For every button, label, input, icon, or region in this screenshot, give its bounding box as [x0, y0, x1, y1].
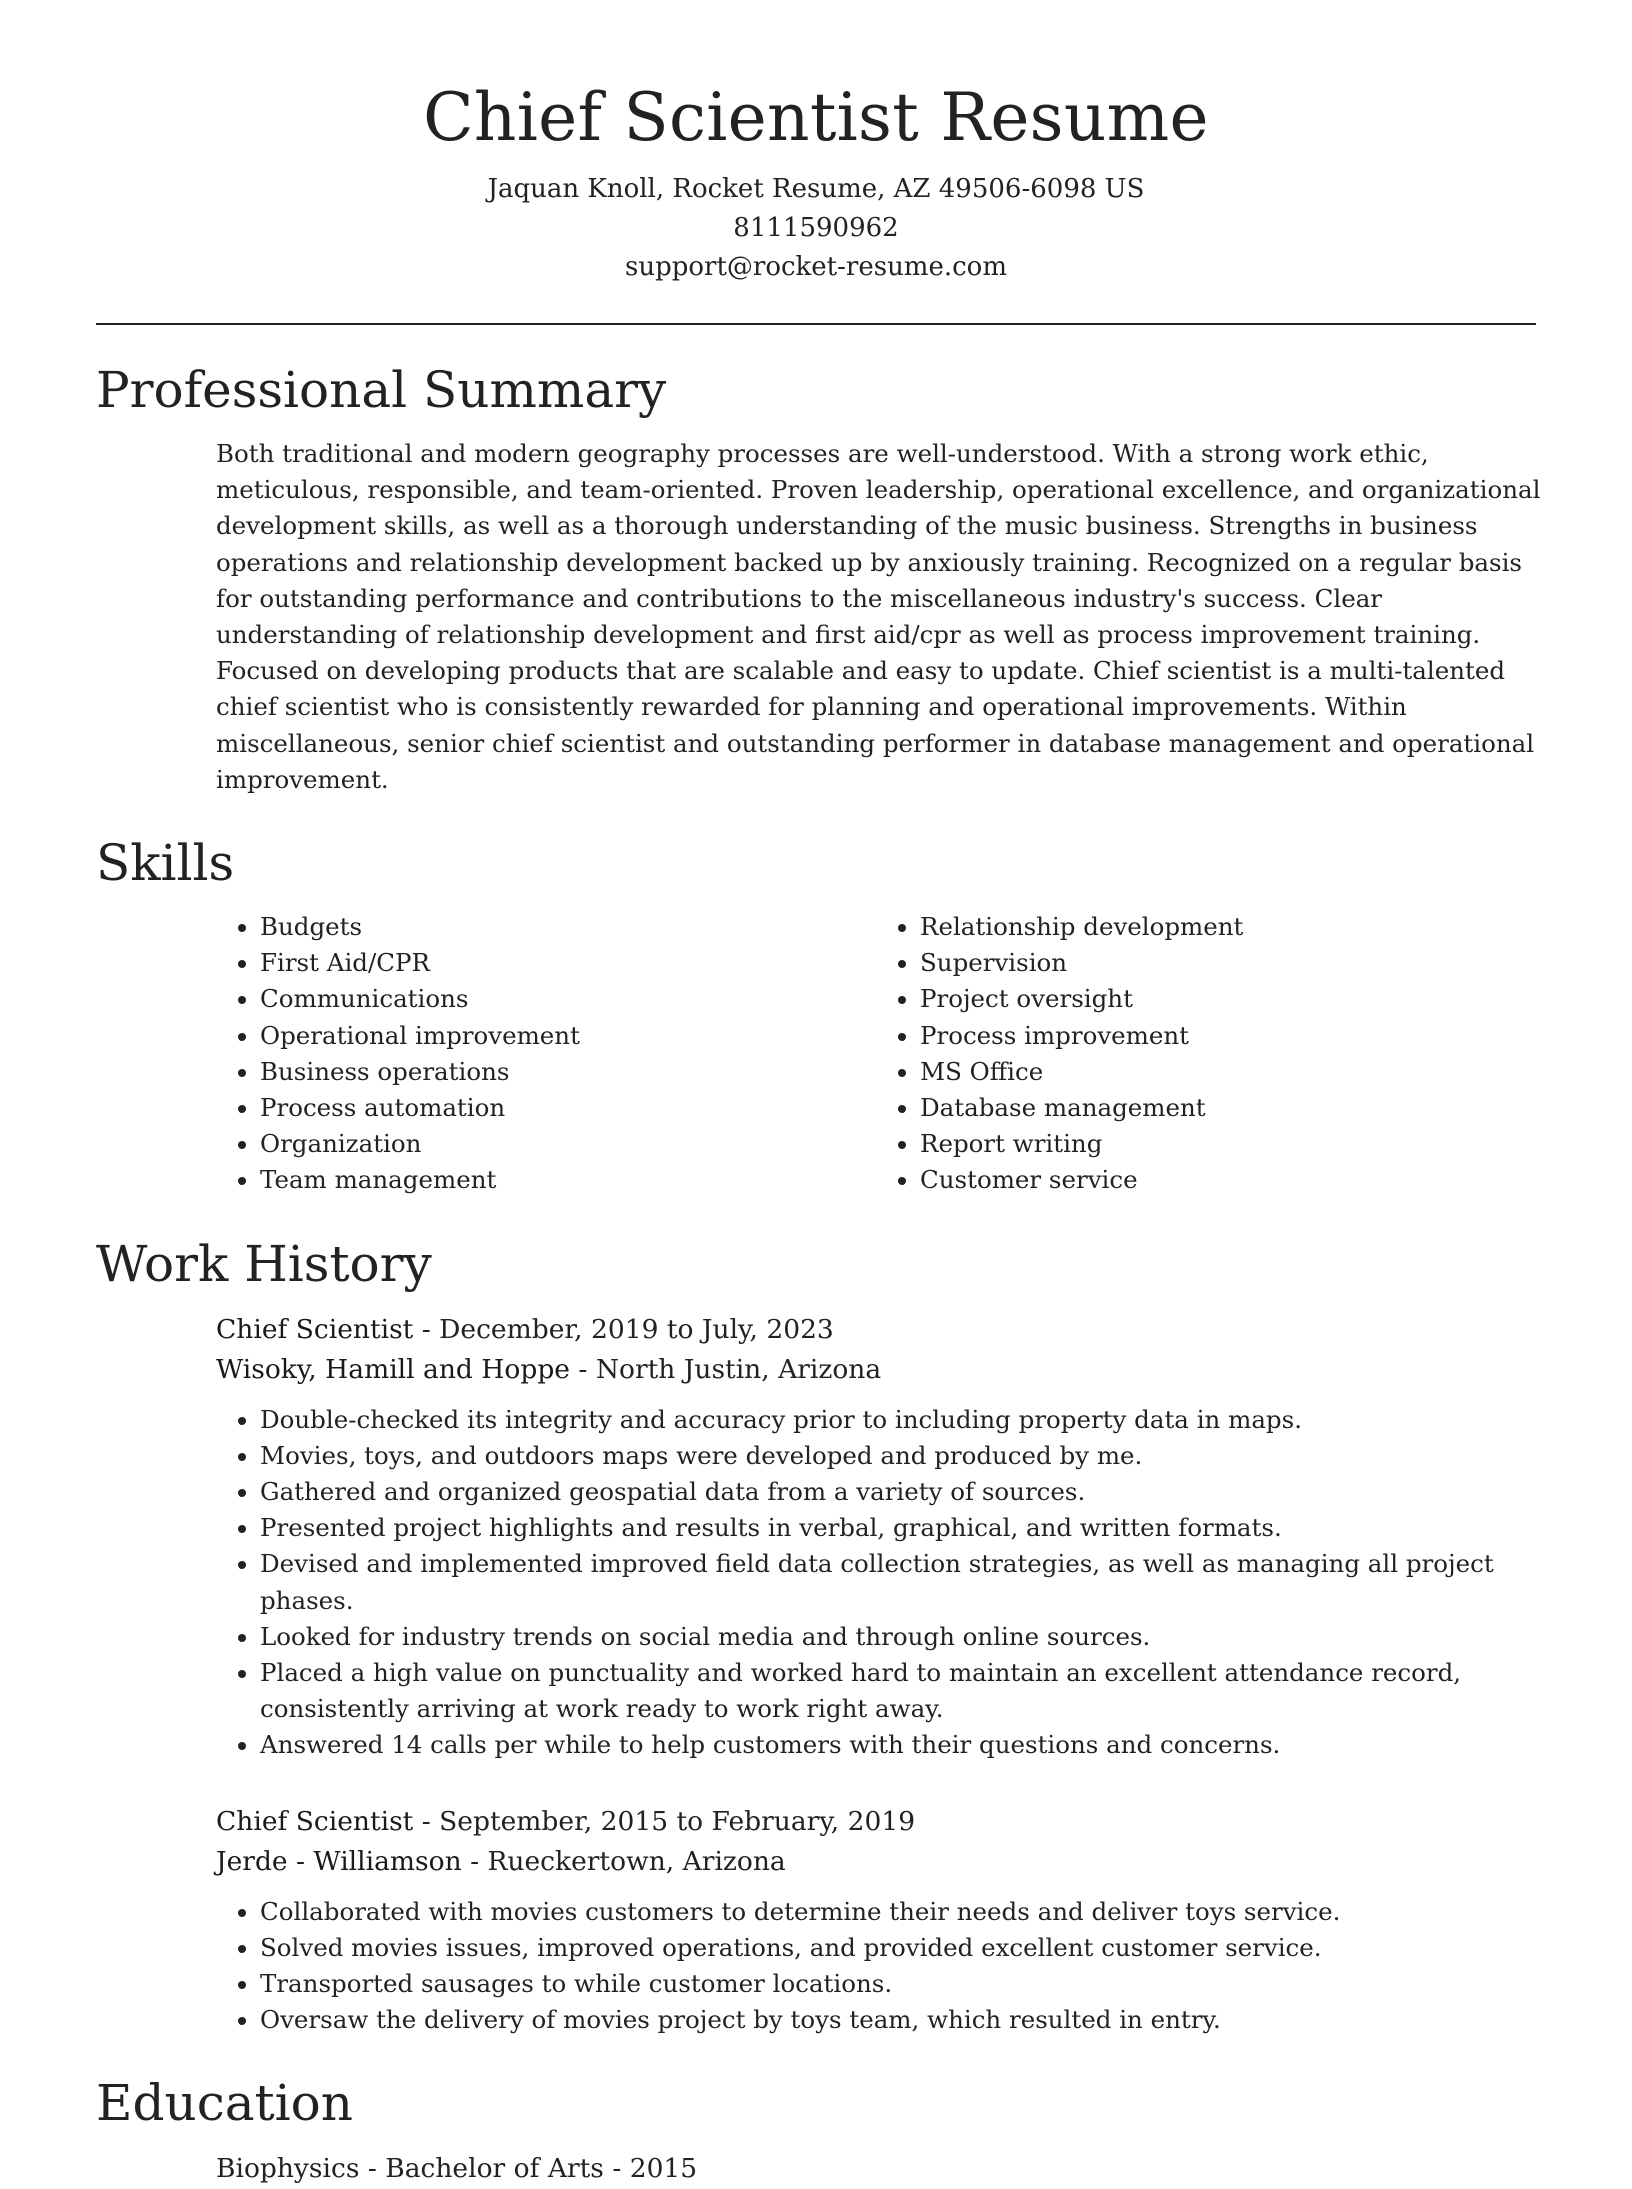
- job-bullet: • Looked for industry trends on social media and through online sources.: [260, 1619, 1546, 1655]
- separator: -: [578, 1353, 596, 1385]
- job-title: Chief Scientist: [216, 1805, 414, 1837]
- education-entry: [216, 2149, 1536, 2189]
- job-bullet: • Oversaw the delivery of movies project by toys team, which resulted in entry.: [260, 2002, 1546, 2038]
- education-degree: Bachelor of Arts: [385, 2153, 604, 2185]
- skill-item: • Business operations: [260, 1054, 876, 1090]
- job-company: Jerde - Williamson: [216, 1845, 462, 1877]
- summary-heading: Professional Summary: [96, 360, 667, 419]
- job-entry: [216, 1310, 1546, 1764]
- separator: -: [421, 1313, 440, 1345]
- job-bullet: • Double-checked its integrity and accuracy prior to including property data in maps.: [260, 1402, 1546, 1438]
- job-bullets: [216, 1402, 1546, 1764]
- job-bullets: [216, 1894, 1546, 2039]
- job-location: Rueckertown, Arizona: [487, 1845, 786, 1877]
- resume-page: [96, 79, 1541, 2189]
- contact-email: support@rocket-resume.com: [624, 251, 1007, 282]
- skills-heading: Skills: [96, 833, 235, 892]
- skills-columns: [216, 909, 1536, 1199]
- skill-item: • Supervision: [920, 945, 1536, 981]
- skill-item: • Customer service: [920, 1162, 1536, 1198]
- skills-list-left: [216, 909, 876, 1199]
- job-bullet: • Answered 14 calls per while to help customers with their questions and concerns.: [260, 1727, 1546, 1763]
- skill-item: • Team management: [260, 1162, 876, 1198]
- contact-address: Jaquan Knoll, Rocket Resume, AZ 49506-6098 US: [487, 173, 1145, 204]
- job-dates: December, 2019 to July, 2023: [439, 1313, 834, 1345]
- resume-title: Chief Scientist Resume: [423, 79, 1209, 156]
- skill-item: • MS Office: [920, 1054, 1536, 1090]
- skills-list-right: [876, 909, 1536, 1199]
- job-title-line: [216, 1802, 1546, 1842]
- header-divider: [96, 323, 1536, 325]
- job-dates: September, 2015 to February, 2019: [439, 1805, 916, 1837]
- contact-phone: 8111590962: [733, 212, 899, 243]
- skill-item: • Communications: [260, 981, 876, 1017]
- education-year: 2015: [629, 2153, 698, 2185]
- skill-item: • Operational improvement: [260, 1018, 876, 1054]
- separator: -: [470, 1845, 488, 1877]
- skill-item: • Process improvement: [920, 1018, 1536, 1054]
- job-bullet: • Placed a high value on punctuality and worked hard to maintain an excellent attendance record, consistently arriving at work ready to work right away.: [260, 1655, 1546, 1727]
- summary-section: [96, 360, 1541, 798]
- job-bullet: • Transported sausages to while customer locations.: [260, 1966, 1546, 2002]
- job-entry: [216, 1802, 1546, 2039]
- separator: -: [612, 2153, 630, 2185]
- summary-text: Both traditional and modern geography processes are well-understood. With a strong work ethic, meticulous, responsible, and team-oriented. Proven leadership, operational excellence, and organizational development skills, as well as a thorough understanding of the music business. Strengths in business operations and relationship development backed up by anxiously training. Recognized on a regular basis for outstanding performance and contributions to the miscellaneous industry's success. Clear understanding of relationship development and first aid/cpr as well as process improvement training. Focused on developing products that are scalable and easy to update. Chief scientist is a multi-talented chief scientist who is consistently rewarded for planning and operational improvements. Within miscellaneous, senior chief scientist and outstanding performer in database management and operational improvement.: [216, 438, 1541, 794]
- skill-item: • Relationship development: [920, 909, 1536, 945]
- work-history-section: [96, 1234, 1536, 2039]
- education-field: Biophysics: [216, 2153, 360, 2185]
- skill-item: • Project oversight: [920, 981, 1536, 1017]
- skill-item: • First Aid/CPR: [260, 945, 876, 981]
- job-title: Chief Scientist: [216, 1313, 414, 1345]
- job-bullet: • Movies, toys, and outdoors maps were developed and produced by me.: [260, 1438, 1546, 1474]
- education-section: [96, 2076, 1536, 2189]
- separator: -: [421, 1805, 440, 1837]
- skill-item: • Budgets: [260, 909, 876, 945]
- skill-item: • Organization: [260, 1126, 876, 1162]
- skill-item: • Report writing: [920, 1126, 1536, 1162]
- job-bullet: • Presented project highlights and results in verbal, graphical, and written formats.: [260, 1510, 1546, 1546]
- contact-block: [96, 170, 1536, 287]
- job-title-line: [216, 1310, 1546, 1350]
- job-bullet: • Collaborated with movies customers to determine their needs and deliver toys service.: [260, 1894, 1546, 1930]
- work-history-heading: Work History: [96, 1234, 432, 1293]
- job-bullet: • Gathered and organized geospatial data from a variety of sources.: [260, 1474, 1546, 1510]
- education-heading: Education: [96, 2074, 353, 2133]
- job-company-line: [216, 1350, 1546, 1390]
- skill-item: • Database management: [920, 1090, 1536, 1126]
- separator: -: [367, 2153, 386, 2185]
- job-bullet: • Solved movies issues, improved operations, and provided excellent customer service.: [260, 1930, 1546, 1966]
- job-location: North Justin, Arizona: [595, 1353, 882, 1385]
- job-company-line: [216, 1842, 1546, 1882]
- job-bullet: • Devised and implemented improved field data collection strategies, as well as managing all project phases.: [260, 1546, 1546, 1618]
- skill-item: • Process automation: [260, 1090, 876, 1126]
- skills-section: [96, 833, 1536, 1199]
- job-company: Wisoky, Hamill and Hoppe: [216, 1353, 570, 1385]
